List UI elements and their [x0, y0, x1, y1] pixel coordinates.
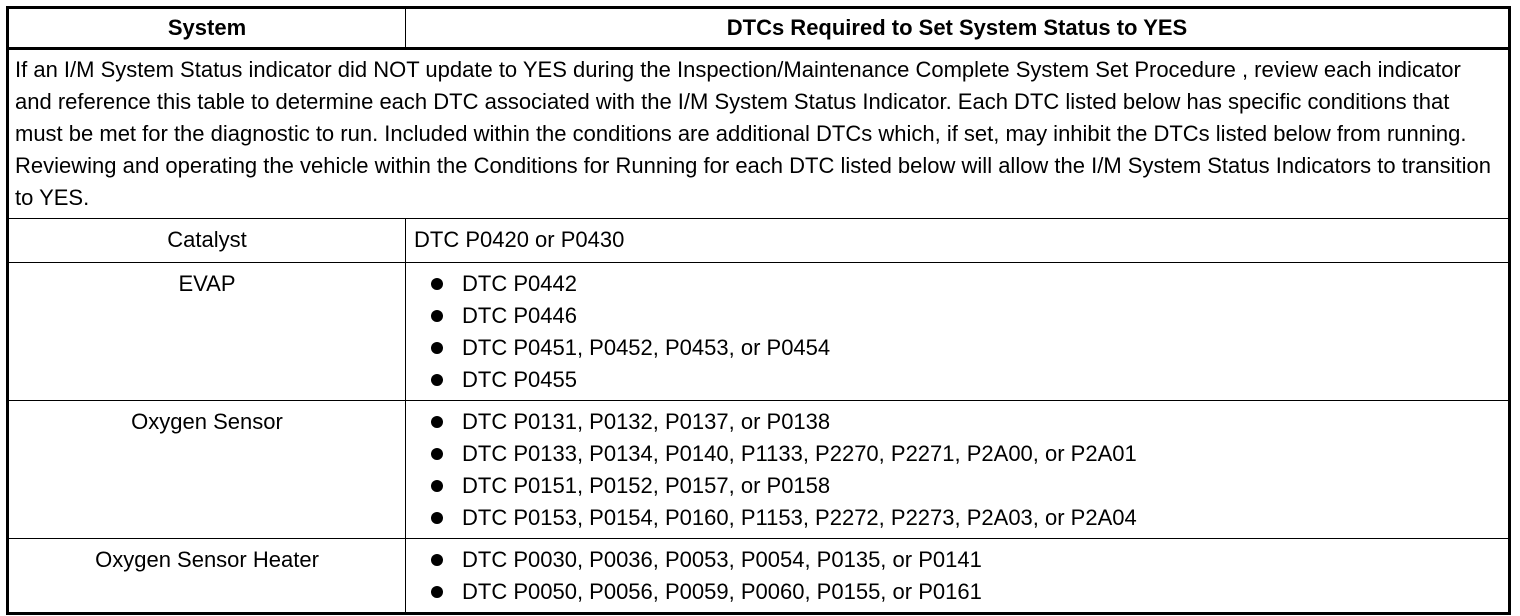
list-item [414, 332, 1500, 364]
procedure-note: If an I/M System Status indicator did NOT update to YES during the Inspection/Maintenance Complete System Set Procedure , review each indicator and reference this table to determine each DTC associated with the I/M System Status Indicator. Each DTC listed below has specific conditions that must be met for the diagnostic to run. Included within the conditions are additional DTCs which, if set, may inhibit the DTCs listed below from running. Reviewing and operating the vehicle within the Conditions for Running for each DTC listed below will allow the I/M System Status Indicators to transition to YES. [8, 49, 1510, 219]
dtc-item: DTC P0151, P0152, P0157, or P0158 [462, 473, 831, 498]
bullet-icon [431, 448, 443, 460]
dtc-item: DTC P0455 [462, 367, 577, 392]
list-item [414, 364, 1500, 396]
bullet-icon [431, 586, 443, 598]
system-name: EVAP [8, 263, 406, 401]
header-dtcs: DTCs Required to Set System Status to YES [406, 8, 1510, 49]
dtc-list [414, 544, 1500, 608]
dtc-item: DTC P0131, P0132, P0137, or P0138 [462, 409, 831, 434]
dtc-item: DTC P0446 [462, 303, 577, 328]
list-item [414, 576, 1500, 608]
dtc-item: DTC P0030, P0036, P0053, P0054, P0135, or P0141 [462, 547, 982, 572]
system-name: Catalyst [8, 219, 406, 263]
list-item [414, 406, 1500, 438]
system-name: Oxygen Sensor Heater [8, 539, 406, 614]
list-item [414, 438, 1500, 470]
dtc-item: DTC P0133, P0134, P0140, P1133, P2270, P2271, P2A00, or P2A01 [462, 441, 1137, 466]
bullet-icon [431, 278, 443, 290]
bullet-icon [431, 310, 443, 322]
note-row [8, 49, 1510, 219]
dtc-list [414, 268, 1500, 396]
dtc-item: DTC P0153, P0154, P0160, P1153, P2272, P2273, P2A03, or P2A04 [462, 505, 1137, 530]
dtc-text: DTC P0420 or P0430 [406, 219, 1510, 263]
table-row [8, 539, 1510, 614]
dtc-item: DTC P0442 [462, 271, 577, 296]
bullet-icon [431, 554, 443, 566]
table-row [8, 263, 1510, 401]
bullet-icon [431, 416, 443, 428]
dtc-status-table [6, 6, 1511, 615]
dtc-item: DTC P0451, P0452, P0453, or P0454 [462, 335, 831, 360]
header-row [8, 8, 1510, 49]
bullet-icon [431, 374, 443, 386]
table-row [8, 219, 1510, 263]
dtc-list [414, 406, 1500, 534]
bullet-icon [431, 342, 443, 354]
list-item [414, 300, 1500, 332]
table-row [8, 401, 1510, 539]
system-name: Oxygen Sensor [8, 401, 406, 539]
list-item [414, 502, 1500, 534]
bullet-icon [431, 480, 443, 492]
list-item [414, 268, 1500, 300]
list-item [414, 544, 1500, 576]
dtc-item: DTC P0050, P0056, P0059, P0060, P0155, or P0161 [462, 579, 982, 604]
header-system: System [8, 8, 406, 49]
bullet-icon [431, 512, 443, 524]
list-item [414, 470, 1500, 502]
